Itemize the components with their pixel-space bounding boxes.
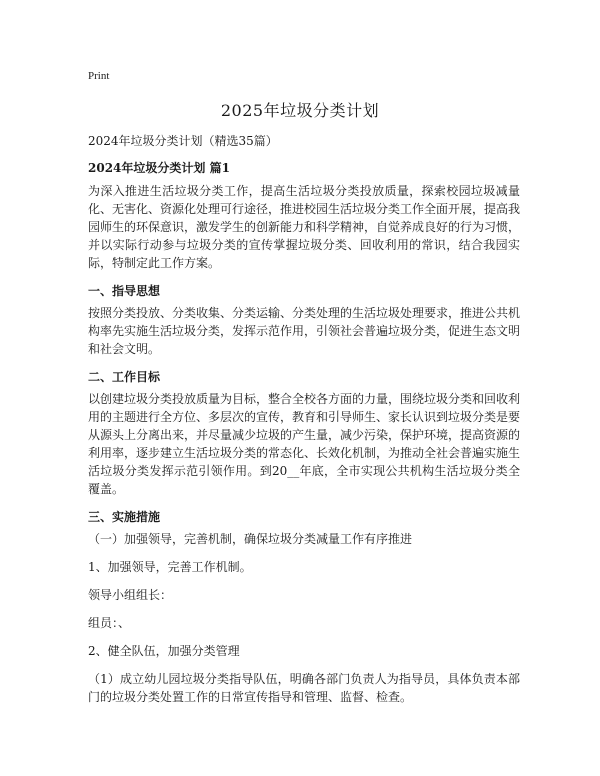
measures-line: 组员：、 [88,616,131,630]
intro-paragraph: 为深入推进生活垃圾分类工作，提高生活垃圾分类投放质量，探索校园垃圾减量化、无害化、资源化处理可行途径，推进校园生活垃圾分类工作全面开展，提高我园师生的环保意识，激发学生的创新能力和科学精神，自觉养成良好的行为习惯，并以实际行动参与垃圾分类的宣传掌握垃圾分类、回收利用的常识，结合我园实际，特制定此工作方案。 [88,184,521,270]
section-paragraph-work-goals: 以创建垃圾分类投放质量为目标，整合全校各方面的力量，围绕垃圾分类和回收利用的主题进行全方位、多层次的宣传，教育和引导师生、家长认识到垃圾分类是要从源头上分离出来，并尽量减少垃圾的产生量，减少污染，保护环境，提高资源的利用率，逐步建立生活垃圾分类的常态化、长效化机制，为推动全社会普遍实施生活垃圾分类发挥示范引领作用。到20__年底，全市实现公共机构生活垃圾分类全覆盖。 [88,392,521,496]
section-paragraph-guiding-ideology: 按照分类投放、分类收集、分类运输、分类处理的生活垃圾处理要求，推进公共机构率先实施生活垃圾分类，发挥示范作用，引领社会普遍垃圾分类，促进生态文明和社会文明。 [88,306,521,356]
document-subtitle: 2024年垃圾分类计划（精选35篇） [88,134,278,148]
measures-paragraph: （1）成立幼儿园垃圾分类指导队伍，明确各部门负责人为指导员，具体负责本部门的垃圾分类处置工作的日常宣传指导和管理、监督、检查。 [88,672,520,704]
section-heading-work-goals: 二、工作目标 [88,370,161,384]
article-heading: 2024年垃圾分类计划 篇1 [88,161,230,175]
measures-line: （一）加强领导，完善机制，确保垃圾分类减量工作有序推进 [88,532,413,546]
measures-line: 领导小组组长： [88,588,173,602]
document-body [88,132,520,716]
section-heading-guiding-ideology: 一、指导思想 [88,284,161,298]
print-link[interactable]: Print [88,70,110,82]
measures-line: 1、加强领导，完善工作机制。 [88,560,252,574]
page-title: 2025年垃圾分类计划 [220,101,380,120]
section-heading-measures: 三、实施措施 [88,510,161,524]
measures-line: 2、健全队伍，加强分类管理 [88,644,240,658]
